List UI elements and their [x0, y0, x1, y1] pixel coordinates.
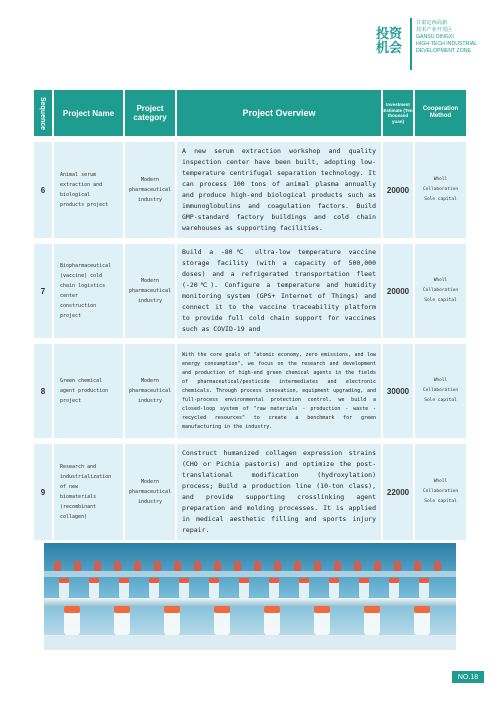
production-line-photo	[44, 543, 456, 650]
logo-line: 技术产业开发区	[416, 27, 453, 33]
coop-line: Collaboration	[422, 388, 459, 393]
header-logo	[376, 18, 486, 70]
row-sequence: 6	[34, 142, 54, 238]
row-project-name: Green chemical agent production project	[54, 344, 125, 438]
row-cooperation	[415, 244, 466, 338]
table-row	[34, 142, 466, 238]
table-row	[34, 344, 466, 438]
logo-title: 投资机会	[376, 27, 403, 56]
row-project-category: Modern pharmaceutical industry	[125, 142, 177, 238]
row-project-category: Modern pharmaceutical industry	[125, 244, 177, 338]
row-sequence: 9	[34, 444, 54, 540]
coop-line: Wholl	[433, 278, 448, 283]
table-header	[34, 90, 466, 136]
row-cooperation	[415, 444, 466, 540]
table-row	[34, 444, 466, 540]
row-cooperation	[415, 344, 466, 438]
row-project-overview: Construct humanized collagen expression strains (CHO or Pichia pastoris) and optimize the post-translational modification (hydroxylation) process; Build a production line (10-ton class), and provide supporting crosslinking agent preparation and molding processes. It is applied in medical aesthetic filling and sports injury repair.	[177, 444, 383, 540]
row-project-name: Animal serum extraction and biological products project	[54, 142, 125, 238]
logo-line: GANSU DINGXI	[416, 34, 454, 40]
row-investment: 20000	[383, 142, 415, 238]
row-project-category: Modern pharmaceutical industry	[125, 344, 177, 438]
row-project-category: Modern pharmaceutical industry	[125, 444, 177, 540]
header-cooperation-method: Cooperation Method	[422, 106, 459, 119]
row-project-overview: Build a -80℃ ultra-low temperature vaccine storage facility (with a capacity of 500,000 doses) and a refrigerated transportation fleet (-20℃). Configure a temperature and humidity monitoring system (GPS+ Internet of Things) and connect it to the vaccine traceability platform to provide full cold chain support for vaccines such as COVID-19 and	[177, 244, 383, 338]
coop-line: Sole capital	[424, 197, 457, 202]
logo-line: 甘肃定西高新	[416, 20, 448, 26]
row-project-name: Biopharmaceutical (vaccine) cold chain logistics center construction project	[54, 244, 125, 338]
row-project-name: Research and industrialization of new biomaterials (recombinant collagen)	[54, 444, 125, 540]
row-investment: 22000	[383, 444, 415, 540]
coop-line: Collaboration	[422, 489, 459, 494]
row-project-overview: A new serum extraction workshop and quality inspection center have been built, adopting low-temperature centrifugal separation technology. It can process 100 tons of animal plasma annually and produce high-end biological products such as immunoglobulins and coagulation factors. Build GMP-standard factory buildings and cold chain warehouses as supporting facilities.	[177, 142, 383, 238]
logo-subtitle	[416, 20, 486, 55]
coop-line: Wholl	[433, 378, 448, 383]
row-sequence: 7	[34, 244, 54, 338]
production-line-illustration	[44, 543, 456, 650]
header-project-overview: Project Overview	[177, 90, 383, 136]
row-investment: 20000	[383, 244, 415, 338]
coop-line: Sole capital	[424, 298, 457, 303]
page-number: NO.18	[452, 671, 484, 683]
logo-line: DEVELOPMENT ZONE	[416, 48, 471, 54]
header-investment-estimate: Investment Estimate (Ten thousand yuan)	[383, 90, 415, 136]
row-project-overview: With the core goals of "atomic economy, zero emissions, and low energy consumption", we focus on the research and development and production of high-end green chemical agents in the fields of pharmaceutical/pesticide intermediates and electronic chemicals. Through process innovation, equipment upgrading, and full-process environmental protection control, we build a closed-loop system of "raw materials - production - waste - recycled resources" to create a benchmark for green manufacturing in the industry.	[177, 344, 383, 438]
coop-line: Wholl	[433, 177, 448, 182]
logo-line: HIGH-TECH INDUSTRIAL	[416, 41, 478, 47]
coop-line: Collaboration	[422, 288, 459, 293]
coop-line: Collaboration	[422, 187, 459, 192]
coop-line: Sole capital	[424, 499, 457, 504]
row-cooperation	[415, 142, 466, 238]
header-sequence: Sequence	[34, 90, 54, 136]
table-row	[34, 244, 466, 338]
row-investment: 30000	[383, 344, 415, 438]
logo-divider	[410, 18, 412, 70]
projects-table	[34, 90, 466, 540]
row-sequence: 8	[34, 344, 54, 438]
header-project-category: Project category	[125, 90, 177, 136]
header-project-name: Project Name	[54, 90, 125, 136]
coop-line: Wholl	[433, 479, 448, 484]
coop-line: Sole capital	[424, 398, 457, 403]
